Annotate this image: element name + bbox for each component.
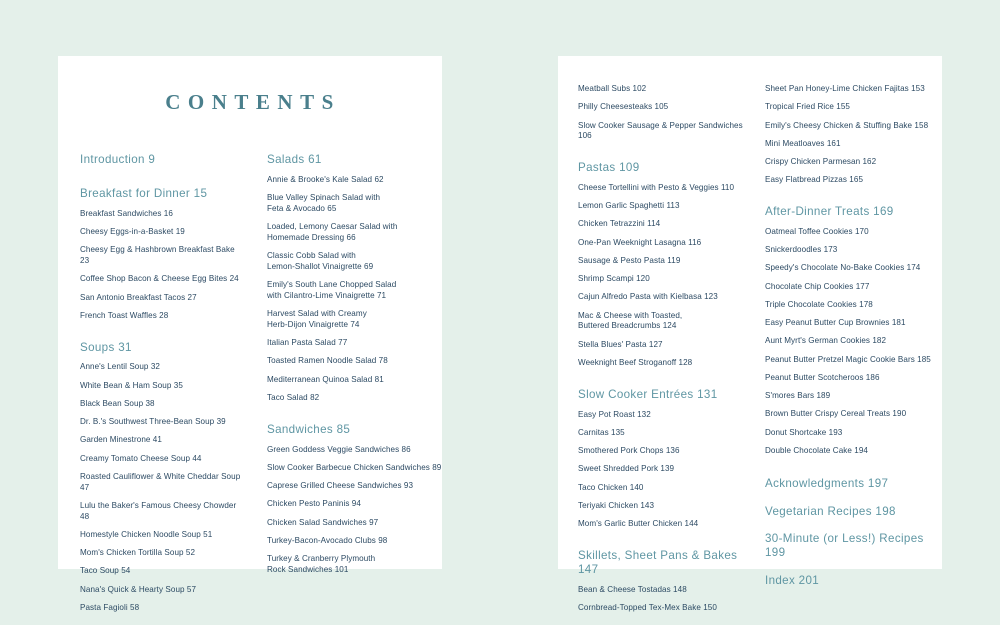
toc-backmatter	[765, 477, 943, 589]
toc-section-breakfast-for-dinner	[80, 187, 245, 322]
toc-entry[interactable]: Lulu the Baker's Famous Cheesy Chowder 48	[80, 500, 237, 521]
toc-entry[interactable]: Peanut Butter Pretzel Magic Cookie Bars 185	[765, 354, 931, 364]
section-heading[interactable]: Sandwiches 85	[267, 422, 351, 436]
toc-entry[interactable]: Shrimp Scampi 120	[578, 274, 650, 284]
toc-entry[interactable]: Philly Cheesesteaks 105	[578, 102, 669, 112]
toc-section-slow-cooker-entrees	[578, 388, 743, 530]
toc-entry[interactable]: Anne's Lentil Soup 32	[80, 362, 160, 372]
section-heading[interactable]: Breakfast for Dinner 15	[80, 186, 208, 200]
left-page	[58, 56, 442, 612]
toc-entry[interactable]: Taco Salad 82	[267, 392, 320, 402]
toc-entry[interactable]: Stella Blues' Pasta 127	[578, 339, 663, 349]
toc-section-skillets-sheet-pans-bakes	[578, 549, 743, 614]
toc-entry[interactable]: Coffee Shop Bacon & Cheese Egg Bites 24	[80, 274, 239, 284]
toc-entry[interactable]	[267, 222, 445, 244]
toc-section-soups	[80, 341, 245, 614]
toc-entry[interactable]: Mom's Garlic Butter Chicken 144	[578, 519, 699, 529]
toc-section-pastas	[578, 161, 743, 369]
toc-entry[interactable]: Cheese Tortellini with Pesto & Veggies 110	[578, 182, 735, 192]
toc-entry[interactable]: Roasted Cauliflower & White Cheddar Soup 47	[80, 471, 241, 492]
toc-entry-line: Lemon-Shallot Vinaigrette 69	[267, 261, 374, 271]
toc-entry[interactable]: Oatmeal Toffee Cookies 170	[765, 226, 869, 236]
toc-entry-line: Feta & Avocado 65	[267, 203, 337, 213]
toc-entry[interactable]: Toasted Ramen Noodle Salad 78	[267, 356, 388, 366]
toc-entry[interactable]: Slow Cooker Sausage & Pepper Sandwiches 106	[578, 120, 743, 141]
toc-entry[interactable]: Aunt Myrt's German Cookies 182	[765, 336, 887, 346]
toc-entry[interactable]: Speedy's Chocolate No-Bake Cookies 174	[765, 263, 921, 273]
toc-entry[interactable]: Slow Cooker Barbecue Chicken Sandwiches 89	[267, 462, 442, 472]
toc-entry[interactable]: Brown Butter Crispy Cereal Treats 190	[765, 409, 907, 419]
toc-entry[interactable]: Tropical Fried Rice 155	[765, 102, 850, 112]
toc-entry[interactable]: Mini Meatloaves 161	[765, 138, 841, 148]
toc-entry-line: Mac & Cheese with Toasted,	[578, 310, 683, 320]
toc-entry[interactable]: Donut Shortcake 193	[765, 427, 843, 437]
toc-entry[interactable]: Mom's Chicken Tortilla Soup 52	[80, 548, 196, 558]
toc-entry[interactable]: Sheet Pan Honey-Lime Chicken Fajitas 153	[765, 84, 925, 93]
section-heading[interactable]: Slow Cooker Entrées 131	[578, 387, 718, 401]
toc-entry[interactable]: Sausage & Pesto Pasta 119	[578, 255, 681, 265]
toc-entry[interactable]: Annie & Brooke's Kale Salad 62	[267, 174, 384, 184]
toc-entry-line: Loaded, Lemony Caesar Salad with	[267, 222, 398, 232]
toc-entry[interactable]: Triple Chocolate Cookies 178	[765, 299, 873, 309]
toc-entry-acknowledgments[interactable]: Acknowledgments 197	[765, 476, 889, 490]
page-title: CONTENTS	[165, 90, 341, 114]
toc-entry[interactable]: Garden Minestrone 41	[80, 435, 162, 445]
toc-entry[interactable]: Chocolate Chip Cookies 177	[765, 281, 870, 291]
toc-entry[interactable]	[267, 193, 445, 215]
right-page	[558, 56, 942, 612]
toc-entry[interactable]: Weeknight Beef Stroganoff 128	[578, 357, 693, 367]
toc-section-after-dinner-treats	[765, 205, 943, 457]
toc-entry[interactable]: Meatball Subs 102	[578, 84, 647, 93]
toc-entry[interactable]: Cajun Alfredo Pasta with Kielbasa 123	[578, 292, 718, 302]
toc-entry[interactable]: San Antonio Breakfast Tacos 27	[80, 292, 197, 302]
toc-entry[interactable]: Cornbread-Topped Tex-Mex Bake 150	[578, 602, 717, 612]
toc-entry[interactable]	[578, 311, 743, 333]
toc-entry[interactable]: Breakfast Sandwiches 16	[80, 208, 173, 218]
toc-entry-line: with Cilantro-Lime Vinaigrette 71	[267, 290, 387, 300]
toc-entry[interactable]: Chicken Pesto Paninis 94	[267, 499, 361, 509]
toc-entry[interactable]: Black Bean Soup 38	[80, 398, 155, 408]
toc-entry[interactable]	[267, 251, 445, 273]
toc-entry[interactable]: Turkey-Bacon-Avocado Clubs 98	[267, 535, 388, 545]
toc-entry[interactable]: Teriyaki Chicken 143	[578, 500, 655, 510]
toc-entry[interactable]: Green Goddess Veggie Sandwiches 86	[267, 444, 411, 454]
toc-skillets-continued	[765, 84, 943, 186]
toc-entry[interactable]: Easy Flatbread Pizzas 165	[765, 175, 864, 185]
section-heading[interactable]: Salads 61	[267, 153, 322, 166]
toc-entry-line: Harvest Salad with Creamy	[267, 309, 367, 319]
toc-entry[interactable]: Taco Chicken 140	[578, 482, 644, 492]
toc-entry[interactable]: Nana's Quick & Hearty Soup 57	[80, 584, 197, 594]
toc-entry-line: Buttered Breadcrumbs 124	[578, 321, 677, 331]
toc-entry-vegetarian-recipes[interactable]: Vegetarian Recipes 198	[765, 504, 896, 518]
toc-entry-30-minute-recipes[interactable]: 30-Minute (or Less!) Recipes 199	[765, 532, 924, 560]
toc-entry-line: Blue Valley Spinach Salad with	[267, 193, 381, 203]
right-page-columns	[578, 84, 931, 614]
toc-entry[interactable]: Carnitas 135	[578, 427, 625, 437]
toc-entry[interactable]: Smothered Pork Chops 136	[578, 446, 680, 456]
toc-entry[interactable]	[267, 554, 445, 576]
toc-entry[interactable]: Cheesy Egg & Hashbrown Breakfast Bake 23	[80, 245, 235, 266]
toc-entry-index[interactable]: Index 201	[765, 574, 820, 588]
toc-entry[interactable]: Crispy Chicken Parmesan 162	[765, 157, 877, 166]
toc-entry[interactable]: Easy Peanut Butter Cup Brownies 181	[765, 318, 906, 328]
toc-entry[interactable]: Easy Pot Roast 132	[578, 409, 651, 419]
toc-entry[interactable]	[267, 309, 445, 331]
toc-entry[interactable]: French Toast Waffles 28	[80, 310, 169, 320]
toc-entry-line: Homemade Dressing 66	[267, 232, 356, 242]
toc-entry-introduction[interactable]: Introduction 9	[80, 153, 156, 166]
toc-entry[interactable]: White Bean & Ham Soup 35	[80, 380, 183, 390]
toc-entry[interactable]: Chicken Salad Sandwiches 97	[267, 517, 379, 527]
toc-entry[interactable]: Peanut Butter Scotcheroos 186	[765, 372, 880, 382]
section-heading[interactable]: Soups 31	[80, 340, 132, 354]
toc-entry[interactable]: Emily's Cheesy Chicken & Stuffing Bake 158	[765, 120, 929, 130]
section-heading[interactable]: Pastas 109	[578, 161, 640, 174]
toc-entry[interactable]: Double Chocolate Cake 194	[765, 445, 868, 455]
toc-column-1	[80, 153, 245, 614]
left-page-columns	[80, 153, 442, 614]
toc-entry[interactable]: Taco Soup 54	[80, 566, 131, 576]
toc-section-sandwiches	[267, 423, 445, 576]
section-heading[interactable]: After-Dinner Treats 169	[765, 205, 894, 218]
section-heading[interactable]: Skillets, Sheet Pans & Bakes 147	[578, 548, 738, 576]
toc-entry[interactable]: Italian Pasta Salad 77	[267, 338, 348, 348]
toc-entry[interactable]: Cheesy Eggs-in-a-Basket 19	[80, 227, 185, 237]
toc-entry[interactable]: S'mores Bars 189	[765, 391, 831, 401]
toc-entry[interactable]: Bean & Cheese Tostadas 148	[578, 584, 687, 594]
toc-entry[interactable]: Snickerdoodles 173	[765, 245, 838, 255]
toc-entry-line: Emily's South Lane Chopped Salad	[267, 280, 397, 290]
toc-entry[interactable]: Creamy Tomato Cheese Soup 44	[80, 453, 202, 463]
toc-entry[interactable]: Homestyle Chicken Noodle Soup 51	[80, 529, 213, 539]
toc-entry[interactable]: Mediterranean Quinoa Salad 81	[267, 374, 384, 384]
toc-column-3	[578, 84, 743, 614]
toc-entry-line: Classic Cobb Salad with	[267, 251, 356, 261]
toc-entry[interactable]: Chicken Tetrazzini 114	[578, 219, 661, 229]
toc-section-salads	[267, 153, 445, 404]
toc-entry[interactable]: Caprese Grilled Cheese Sandwiches 93	[267, 481, 414, 491]
toc-column-2	[267, 153, 445, 614]
toc-entry[interactable]: Lemon Garlic Spaghetti 113	[578, 201, 680, 211]
toc-entry[interactable]: Sweet Shredded Pork 139	[578, 464, 675, 474]
toc-entry-line: Herb-Dijon Vinaigrette 74	[267, 319, 360, 329]
toc-entry-line: Turkey & Cranberry Plymouth	[267, 554, 376, 564]
toc-entry-line: Rock Sandwiches 101	[267, 564, 349, 574]
toc-column-4	[765, 84, 943, 614]
toc-entry[interactable]: Pasta Fagioli 58	[80, 602, 140, 612]
toc-entry[interactable]: Dr. B.'s Southwest Three-Bean Soup 39	[80, 417, 226, 427]
toc-entry[interactable]: One-Pan Weeknight Lasagna 116	[578, 237, 702, 247]
toc-sandwiches-continued	[578, 84, 743, 142]
toc-entry[interactable]	[267, 280, 445, 302]
